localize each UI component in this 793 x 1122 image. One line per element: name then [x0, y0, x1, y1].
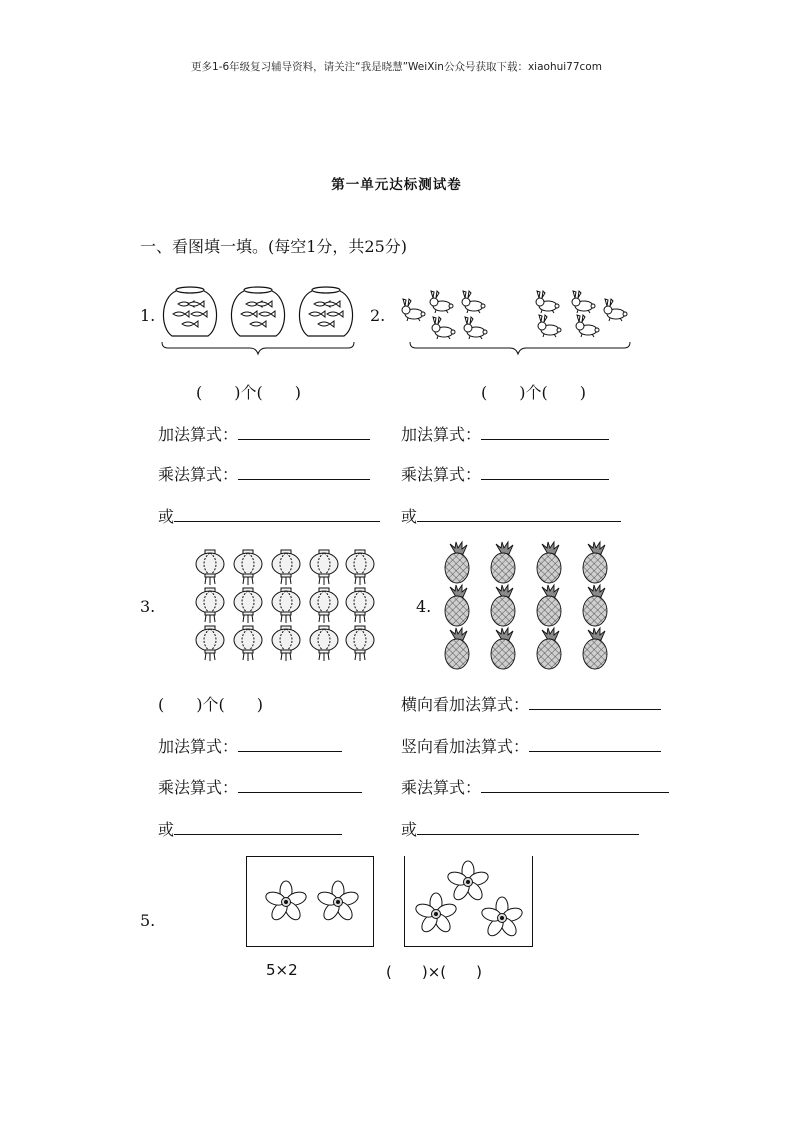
q2-mul-row	[401, 462, 609, 485]
q1-add-label: 加法算式：	[158, 425, 239, 444]
q1-count-blank[interactable]: ( )个( )	[196, 383, 301, 402]
q5-expression-left: 5×2	[266, 961, 298, 979]
question-number-5: 5.	[140, 911, 156, 930]
q2-or-row	[401, 504, 621, 527]
q3-mul-blank[interactable]	[238, 776, 362, 793]
pineapples-illustration	[440, 540, 616, 674]
q1-mul-blank[interactable]	[238, 463, 370, 480]
q2-add-label: 加法算式：	[401, 425, 482, 444]
q4-or-label: 或	[401, 820, 418, 839]
q4-horiz-label: 横向看加法算式：	[401, 695, 530, 714]
question-number-1: 1.	[140, 306, 156, 325]
section-heading: 一、看图填一填。(每空1分，共25分)	[140, 237, 408, 256]
page-header: 更多1-6年级复习辅导资料，请关注“我是晓慧”WeiXin公众号获取下载：xiaohui77com	[191, 61, 602, 73]
q1-or-label: 或	[158, 507, 175, 526]
q1-add-row	[158, 422, 370, 445]
q4-or-blank[interactable]	[417, 818, 639, 835]
q2-mul-blank[interactable]	[481, 463, 609, 480]
q4-vert-label: 竖向看加法算式：	[401, 737, 530, 756]
rabbits-illustration	[400, 284, 636, 356]
q2-count-blank[interactable]: ( )个( )	[481, 383, 586, 402]
q4-horiz-row	[401, 692, 661, 715]
q2-or-blank[interactable]	[417, 505, 621, 522]
q4-mul-label: 乘法算式：	[401, 778, 482, 797]
q1-or-row	[158, 504, 380, 527]
q2-mul-label: 乘法算式：	[401, 465, 482, 484]
fish-bowls-illustration	[158, 284, 358, 356]
question-number-2: 2.	[370, 306, 386, 325]
q1-add-blank[interactable]	[238, 423, 370, 440]
question-number-3: 3.	[140, 597, 156, 616]
q4-or-row	[401, 817, 639, 840]
q3-mul-row	[158, 775, 362, 798]
q3-add-row	[158, 734, 342, 757]
q2-add-blank[interactable]	[481, 423, 609, 440]
q4-mul-blank[interactable]	[481, 776, 669, 793]
q2-or-label: 或	[401, 507, 418, 526]
q2-add-row	[401, 422, 609, 445]
q1-mul-row	[158, 462, 370, 485]
flowers-illustration	[246, 856, 534, 948]
page-title: 第一单元达标测试卷	[331, 177, 462, 193]
q3-mul-label: 乘法算式：	[158, 778, 239, 797]
q4-horiz-blank[interactable]	[529, 693, 661, 710]
q3-or-label: 或	[158, 820, 175, 839]
q4-mul-row	[401, 775, 669, 798]
q1-or-blank[interactable]	[174, 505, 380, 522]
question-number-4: 4.	[416, 597, 432, 616]
q3-or-row	[158, 817, 342, 840]
q3-add-blank[interactable]	[238, 735, 342, 752]
q4-vert-row	[401, 734, 661, 757]
q4-vert-blank[interactable]	[529, 735, 661, 752]
q3-add-label: 加法算式：	[158, 737, 239, 756]
q1-mul-label: 乘法算式：	[158, 465, 239, 484]
lanterns-illustration	[192, 548, 376, 666]
q5-expression-right-blank[interactable]: ( )×( )	[386, 963, 482, 981]
q3-count-blank[interactable]: ( )个( )	[158, 695, 263, 714]
q3-or-blank[interactable]	[174, 818, 342, 835]
